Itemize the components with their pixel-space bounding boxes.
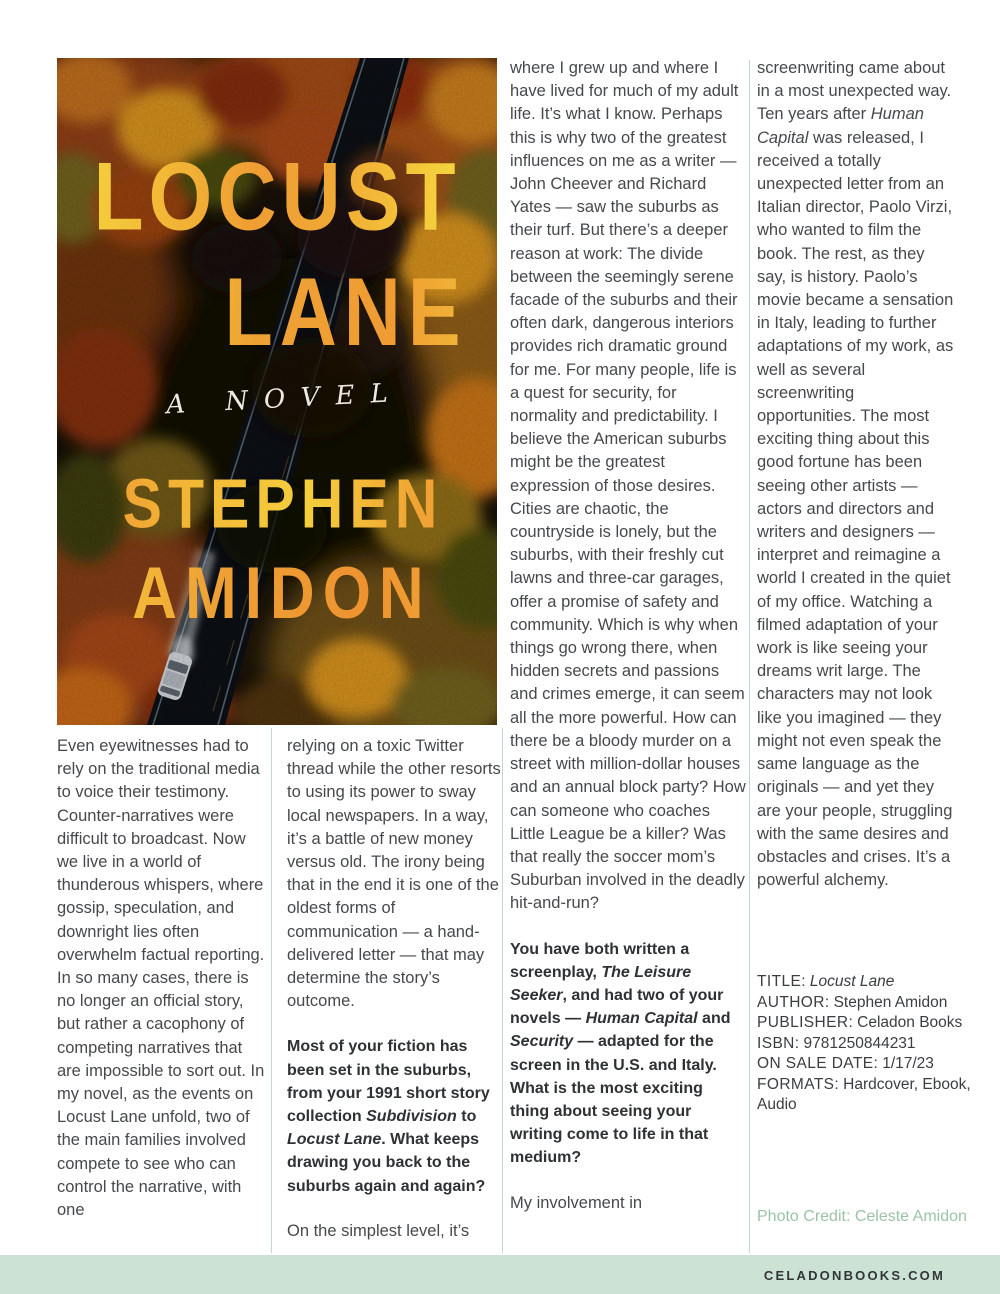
book-title-mention: Human Capital — [585, 1010, 698, 1028]
text-column-4 — [757, 57, 957, 892]
book-title-mention: The Leisure Seeker — [510, 963, 692, 1004]
cover-subtitle: A NOVEL — [165, 377, 405, 421]
meta-row-author — [757, 993, 989, 1014]
interview-question — [287, 1035, 501, 1197]
answer-text: screenwriting came about in a most unexpected way. Ten years after — [757, 59, 952, 124]
answer-paragraph: My involvement in — [510, 1193, 643, 1212]
cover-author-last-name: AMIDON — [62, 552, 497, 636]
cover-title-line2: LANE — [126, 256, 497, 368]
text-column-2 — [287, 735, 501, 1243]
question-text: and — [697, 1010, 731, 1028]
book-title-mention: Security — [510, 1033, 574, 1051]
book-title-mention: Locust Lane — [287, 1131, 382, 1149]
meta-row-isbn — [757, 1034, 989, 1055]
question-text: to — [456, 1108, 477, 1126]
cover-title-line1: LOCUST — [57, 142, 497, 253]
meta-value: Locust Lane — [809, 973, 895, 990]
text-column-3 — [510, 57, 746, 1215]
column-divider-1 — [271, 728, 272, 1253]
answer-text: was released, I received a totally unexpected letter from an Italian director, Paolo Virzi, who wanted to film the book. The rest, as they say, is history. Paolo’s movie became a sensation in Italy, leading to further adaptations of my work, as well as several screenwriting opportunities. The most exciting thing about this good fortune has been seeing other artists — actors and directors and writers and designers — interpret and reimagine a world I created in the quiet of my office. Watching a filmed adaptation of your work is like seeing your dreams writ large. The characters may not look like you imagined — they might not even speak the same language as the originals — and yet they are your people, struggling with the same desires and obstacles and crises. It’s a powerful alchemy. — [757, 128, 954, 890]
meta-label: FORMATS: — [757, 1075, 840, 1093]
column-divider-2 — [502, 728, 503, 1253]
meta-label: TITLE: — [757, 973, 806, 990]
photo-credit: Photo Credit: Celeste Amidon — [757, 1208, 967, 1225]
meta-value: 1/17/23 — [882, 1055, 934, 1072]
meta-row-onsale — [757, 1054, 989, 1075]
meta-label: PUBLISHER: — [757, 1014, 854, 1031]
meta-row-publisher — [757, 1013, 989, 1034]
footer-bar — [0, 1255, 1000, 1294]
answer-paragraph: where I grew up and where I have lived for much of my adult life. It’s what I know. Perhaps this is why two of the greatest influences on me as a writer — John Cheever and Richard Yates — saw the suburbs as their turf. But there’s a deeper reason at work: The divide between the seemingly serene facade of the suburbs and their often dark, dangerous interiors provides rich dramatic ground for me. For many people, life is a quest for security, for normality and predictability. I believe the American suburbs might be the greatest expression of those desires. Cities are chaotic, the countryside is lonely, but the suburbs, with their freshly cut lawns and three-car garages, offer a promise of safety and community. Which is why when things go wrong there, when hidden secrets and passions and crimes emerge, it can seem all the more powerful. How can there be a bloody murder on a street with million-dollar houses and an annual block party? How can someone who coaches Little League be a killer? Was that really the soccer mom’s Suburban involved in the deadly hit-and-run? — [510, 59, 746, 913]
meta-label: ISBN: — [757, 1034, 800, 1052]
book-cover — [57, 58, 497, 725]
meta-label: AUTHOR: — [757, 993, 830, 1011]
meta-row-formats — [757, 1075, 989, 1116]
meta-value: Hardcover, Ebook, Audio — [757, 1075, 971, 1113]
question-text: You have both written a screenplay, — [510, 940, 690, 981]
answer-paragraph: On the simplest level, it’s — [287, 1221, 470, 1240]
meta-value: Stephen Amidon — [833, 993, 948, 1011]
question-text: . What keeps drawing you back to the suburbs again and again? — [287, 1131, 486, 1195]
cover-author-first-name: STEPHEN — [63, 464, 497, 544]
book-metadata — [757, 972, 989, 1116]
column-divider-3 — [749, 60, 750, 1253]
question-text: Most of your fiction has been set in the suburbs, from your 1991 short story collection — [287, 1038, 490, 1126]
meta-label: ON SALE DATE: — [757, 1055, 879, 1072]
meta-value: Celadon Books — [857, 1014, 963, 1031]
answer-paragraph — [757, 57, 957, 892]
book-title-mention: Subdivision — [366, 1108, 457, 1126]
text-column-1 — [57, 735, 265, 1222]
book-title-mention: Human Capital — [757, 105, 924, 147]
meta-row-title — [757, 972, 989, 993]
publisher-website: CELADONBOOKS.COM — [763, 1268, 945, 1283]
question-text: — adapted for the screen in the U.S. and Italy. What is the most exciting thing about seeing your writing come to life in that medium? — [510, 1033, 717, 1167]
interview-question — [510, 938, 746, 1170]
meta-value: 9781250844231 — [803, 1034, 916, 1052]
answer-paragraph: relying on a toxic Twitter thread while the other resorts to using its power to sway local newspapers. In a way, it’s a battle of new money versus old. The irony being that in the end it is one of the oldest forms of communication — a hand-delivered letter — that may determine the story’s outcome. — [287, 737, 501, 1011]
question-text: , and had two of your novels — — [510, 986, 724, 1028]
answer-paragraph: Even eyewitnesses had to rely on the traditional media to voice their testimony. Counter-narratives were difficult to broadcast. Now we live in a world of thunderous whispers, where gossip, speculation, and downright lies often overwhelm factual reporting. In so many cases, there is no longer an official story, but rather a cacophony of competing narratives that are impossible to sort out. In my novel, as the events on Locust Lane unfold, two of the main families involved compete to see who can control the narrative, with one — [57, 737, 265, 1220]
